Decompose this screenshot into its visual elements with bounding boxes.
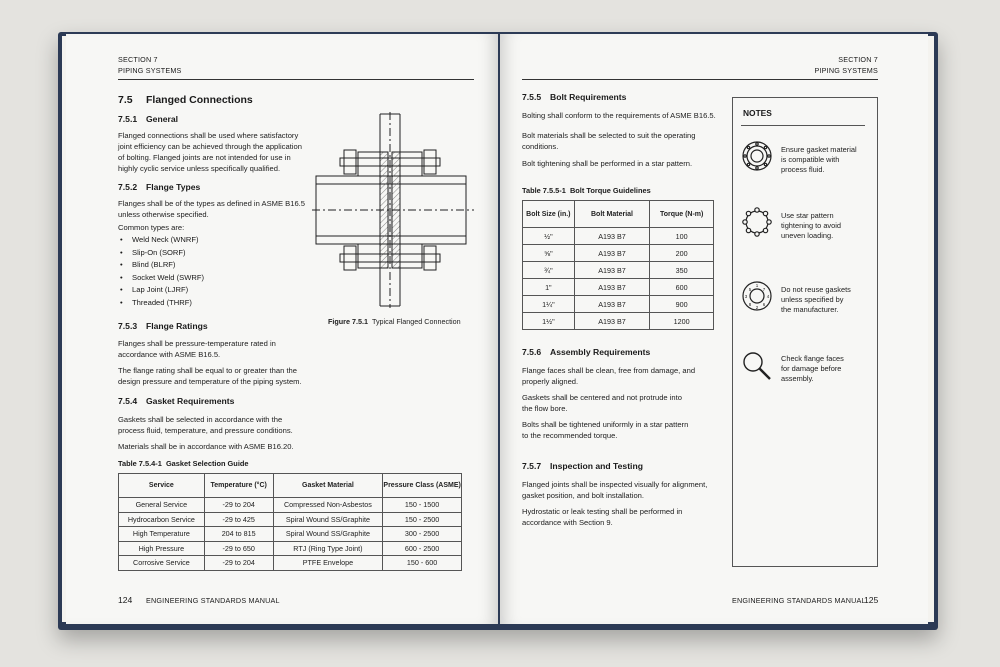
flange-types-paragraph [118,198,305,220]
text-line: tightening to avoid [781,221,841,230]
note-item-2 [781,211,841,241]
table-cell: A193 B7 [574,262,650,279]
text-line: joint efficiency can be achieved through the application [118,142,302,151]
svg-text:4: 4 [766,294,770,299]
subsection-number: 7.5.5 [522,92,542,102]
page-number: 124 [118,595,133,605]
text-line: Gaskets shall be centered and not protrude into [522,393,682,402]
svg-text:1: 1 [755,283,759,288]
section-heading [118,94,253,106]
table-cell: RTJ (Ring Type Joint) [273,541,383,556]
text-line: unless otherwise specified. [118,210,209,219]
subsection-number: 7.5.4 [118,396,138,406]
flanged-connection-drawing [310,112,476,308]
figure-label: Figure 7.5.1 [328,317,368,326]
header-rule [118,79,474,80]
footer-title: ENGINEERING STANDARDS MANUAL [146,596,280,605]
text-line: Check flange faces [781,354,844,363]
table-title: Bolt Torque Guidelines [569,186,651,195]
table-row [119,541,462,556]
left-page [66,34,498,624]
table-header-row [119,474,462,498]
table-cell: 600 [650,279,714,296]
subsection-753-heading [118,321,208,331]
table-row [523,228,714,245]
flange-types-list [118,234,204,309]
table-cell: Spiral Wound SS/Graphite [273,512,383,527]
figure-caption [328,316,461,327]
subsection-755-heading [522,92,626,102]
bolt-paragraph-2 [522,130,696,152]
table-row [523,313,714,330]
table-title: Gasket Selection Guide [165,459,249,468]
subsection-number: 7.5.7 [522,461,542,471]
svg-text:6: 6 [762,302,766,307]
text-line: the flow bore. [522,404,568,413]
table-cell: 900 [650,296,714,313]
text-line: Flange faces shall be clean, free from damage, and [522,366,696,375]
table-cell: Corrosive Service [119,556,205,571]
text-line: Ensure gasket material [781,145,857,154]
table-cell: ¾" [523,262,575,279]
table-cell: 600 - 2500 [383,541,462,556]
table-cell: A193 B7 [574,296,650,313]
table-cell: High Pressure [119,541,205,556]
magnifier-icon [741,350,773,382]
subsection-title: Flange Ratings [146,321,208,331]
general-paragraph [118,130,318,174]
subsection-title: Assembly Requirements [550,347,651,357]
subsection-title: Bolt Requirements [550,92,627,102]
table-cell: High Temperature [119,527,205,542]
gasket-paragraph-1 [118,414,293,436]
note-item-3 [781,285,851,315]
column-header: Temperature (°C) [204,474,273,498]
svg-text:3: 3 [744,294,748,299]
text-line: is compatible with [781,155,840,164]
gasket-paragraph-2: Materials shall be in accordance with ASME B16.20. [118,442,294,451]
subsection-number: 7.5.2 [118,182,138,192]
table-cell: 150 - 2500 [383,512,462,527]
column-header: Bolt Size (in.) [523,201,575,228]
table-cell: A193 B7 [574,313,650,330]
subsection-757-heading [522,461,643,471]
gasket-icon [741,140,773,172]
text-line: properly aligned. [522,377,579,386]
text-line: Flanges shall be of the types as defined in ASME B16.5 [118,199,306,208]
text-line: process fluid, temperature, and pressure conditions. [118,426,293,435]
table-cell: 300 - 2500 [383,527,462,542]
table-label: Table 7.5.4-1 [118,459,162,468]
gasket-table-caption [118,459,249,468]
header-rule [522,79,878,80]
bolt-paragraph-1: Bolting shall conform to the requirements of ASME B16.5. [522,111,716,120]
subsection-title: Gasket Requirements [146,396,235,406]
table-header-row [523,201,714,228]
table-cell: 1¼" [523,296,575,313]
column-header: Pressure Class (ASME) [383,474,462,498]
right-page [500,34,928,624]
table-cell: A193 B7 [574,245,650,262]
table-cell: 150 - 1500 [383,498,462,513]
subsection-number: 7.5.6 [522,347,542,357]
notes-box [732,97,878,567]
section-label: SECTION 7 [838,55,878,64]
section-heading-number: 7.5 [118,94,133,106]
table-cell: General Service [119,498,205,513]
text-line: the manufacturer. [781,305,839,314]
table-row [523,262,714,279]
table-cell: A193 B7 [574,279,650,296]
gasket-selection-table [118,473,462,571]
subsection-756-heading [522,347,650,357]
text-line: Use star pattern [781,211,834,220]
ratings-paragraph-1 [118,338,276,360]
assembly-paragraph-1 [522,365,695,387]
ratings-paragraph-2 [118,365,302,387]
list-item: • Threaded (THRF) [118,297,204,310]
section-title: PIPING SYSTEMS [118,66,182,75]
text-line: design pressure and temperature of the piping system. [118,377,302,386]
table-row [119,498,462,513]
note-item-1 [781,145,857,175]
text-line: accordance with ASME B16.5. [118,350,221,359]
inspection-paragraph-2 [522,506,682,528]
table-cell: -29 to 425 [204,512,273,527]
list-item: • Slip-On (SORF) [118,247,204,260]
text-line: Gaskets shall be selected in accordance with the [118,415,283,424]
notes-title: NOTES [743,108,772,118]
table-row [523,279,714,296]
list-item: • Weld Neck (WNRF) [118,234,204,247]
text-line: unless specified by [781,295,844,304]
table-cell: -29 to 650 [204,541,273,556]
column-header: Gasket Material [273,474,383,498]
text-line: Hydrostatic or leak testing shall be performed in [522,507,683,516]
text-line: for damage before [781,364,842,373]
table-cell: ½" [523,228,575,245]
table-cell: 1½" [523,313,575,330]
table-cell: Hydrocarbon Service [119,512,205,527]
notes-rule [741,125,865,126]
numbered-bolt-circle-icon [741,280,773,312]
svg-text:8: 8 [748,302,752,307]
section-heading-title: Flanged Connections [146,94,253,106]
table-cell: A193 B7 [574,228,650,245]
list-item: • Blind (BLRF) [118,259,204,272]
assembly-paragraph-2 [522,392,682,414]
svg-text:5: 5 [748,287,752,292]
text-line: highly cyclic service unless specifically qualified. [118,164,281,173]
table-cell: 150 - 600 [383,556,462,571]
common-types-label: Common types are: [118,223,185,232]
table-cell: 1" [523,279,575,296]
inspection-paragraph-1 [522,479,707,501]
svg-text:2: 2 [755,305,759,310]
assembly-paragraph-3 [522,419,688,441]
table-cell: Compressed Non-Asbestos [273,498,383,513]
bolt-torque-table [522,200,714,330]
star-pattern-icon [741,206,773,238]
text-line: Flanged joints shall be inspected visually for alignment, [522,480,708,489]
text-line: of bolting. Flanged joints are not intended for use in [118,153,291,162]
page-number: 125 [864,595,879,605]
table-row [119,512,462,527]
table-cell: -29 to 204 [204,556,273,571]
torque-table-caption [522,186,651,195]
section-label: SECTION 7 [118,55,158,64]
text-line: The flange rating shall be equal to or greater than the [118,366,297,375]
subsection-title: General [146,114,179,124]
table-row [119,556,462,571]
table-cell: 200 [650,245,714,262]
text-line: Bolts shall be tightened uniformly in a star pattern [522,420,689,429]
column-header: Bolt Material [574,201,650,228]
table-cell: 1200 [650,313,714,330]
table-label: Table 7.5.5-1 [522,186,566,195]
text-line: Do not reuse gaskets [781,285,851,294]
subsection-title: Inspection and Testing [550,461,643,471]
text-line: assembly. [781,374,814,383]
table-cell: 204 to 815 [204,527,273,542]
bolt-paragraph-3: Bolt tightening shall be performed in a star pattern. [522,159,693,168]
table-cell: -29 to 204 [204,498,273,513]
text-line: to the recommended torque. [522,431,618,440]
column-header: Torque (N-m) [650,201,714,228]
footer-title: ENGINEERING STANDARDS MANUAL [732,596,866,605]
table-cell: 350 [650,262,714,279]
text-line: Bolt materials shall be selected to suit the operating [522,131,696,140]
subsection-title: Flange Types [146,182,201,192]
text-line: conditions. [522,142,559,151]
subsection-754-heading [118,396,234,406]
table-cell: PTFE Envelope [273,556,383,571]
text-line: process fluid. [781,165,825,174]
subsection-751-heading [118,114,178,124]
table-cell: 100 [650,228,714,245]
section-title: PIPING SYSTEMS [814,66,878,75]
table-row [523,245,714,262]
subsection-number: 7.5.3 [118,321,138,331]
table-row [119,527,462,542]
text-line: uneven loading. [781,231,834,240]
text-line: Flanged connections shall be used where satisfactory [118,131,299,140]
table-cell: ⅝" [523,245,575,262]
column-header: Service [119,474,205,498]
figure-title: Typical Flanged Connection [371,317,461,326]
subsection-752-heading [118,182,200,192]
text-line: Flanges shall be pressure-temperature rated in [118,339,276,348]
table-cell: Spiral Wound SS/Graphite [273,527,383,542]
list-item: • Lap Joint (LJRF) [118,284,204,297]
text-line: gasket position, and bolt installation. [522,491,645,500]
note-item-4 [781,354,844,384]
subsection-number: 7.5.1 [118,114,138,124]
text-line: accordance with Section 9. [522,518,613,527]
list-item: • Socket Weld (SWRF) [118,272,204,285]
table-row [523,296,714,313]
svg-text:7: 7 [762,287,766,292]
